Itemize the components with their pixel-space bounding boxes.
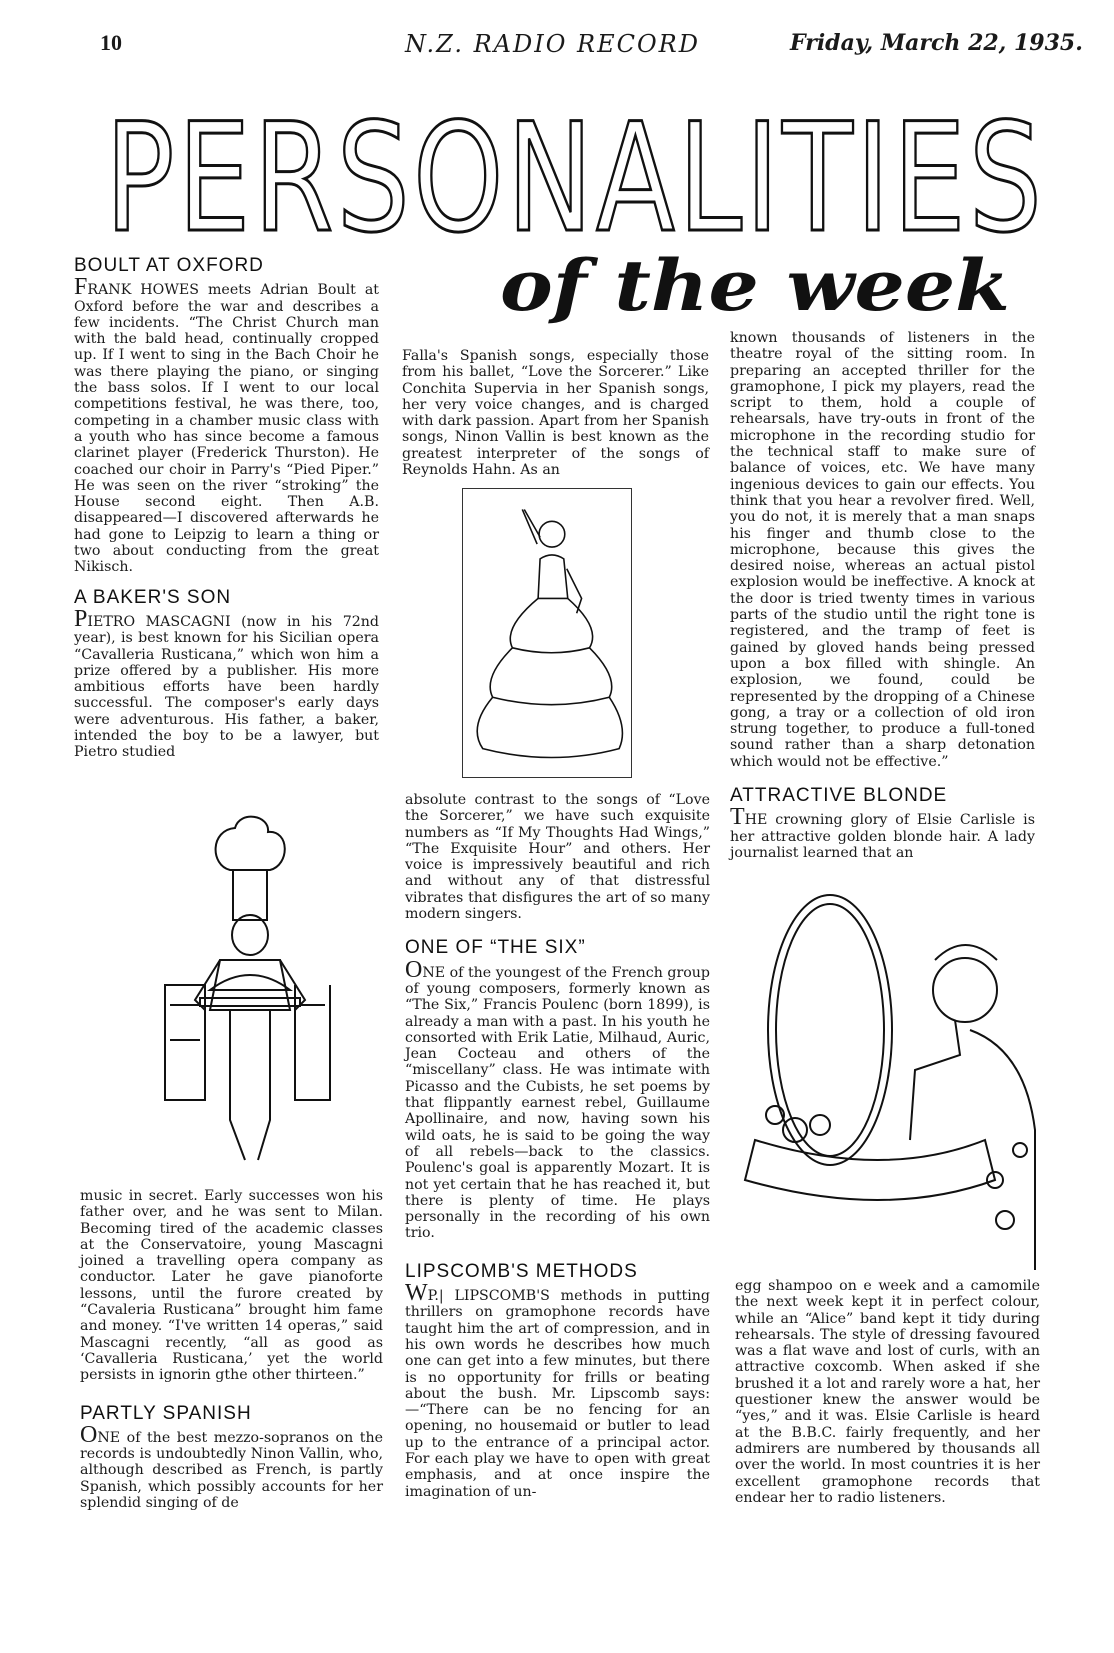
- article-baker: [74, 605, 379, 761]
- article-baker-text: IETRO MASCAGNI (now in his 72nd year), is best known for his Sicilian opera “Cavalleria Rusticana,” which won him a prize offered by a publisher. His more ambitious efforts have been hardly successful. The composer's early days were adventurous. His father, a baker, intended the boy to be a lawyer, but Pietro studied: [74, 613, 379, 761]
- article-lipscomb: [405, 1280, 710, 1500]
- banner-subtitle-text: of the week: [500, 244, 1010, 327]
- column-2-top: [402, 348, 709, 478]
- article-spanish-continued-2: absolute contrast to the songs of “Love the Sorcerer,” we have such exquisite numbers as “If My Thoughts Had Wings,” “The Exquisite Hour” and others. Her voice is impressively beautiful and rich and without any of that distressful vibrates that disfigures the art of so many modern singers.: [405, 792, 710, 923]
- column-3-bottom: [735, 1278, 1040, 1506]
- article-spanish-continued: Falla's Spanish songs, especially those from his ballet, “Love the Sorcerer.” Like Conchita Supervia in her Spanish songs, her very voice changes, and is charged with dark passion. Apart from her Spanish songs, Ninon Vallin is best known as the greatest interpreter of the songs of Reynolds Hahn. As an: [402, 348, 709, 479]
- banner-title: [95, 85, 1055, 265]
- drop-cap: O: [405, 956, 423, 983]
- heading-baker: A BAKER'S SON: [74, 586, 232, 608]
- drop-cap: P: [74, 605, 88, 632]
- column-2-bottom: [405, 792, 710, 1500]
- banner-title-text: PERSONALITIES: [105, 92, 1045, 265]
- article-boult-text: RANK HOWES meets Adrian Boult at Oxford before the war and describes a few incidents. “The Christ Church man with the bald head, continually cropped up. If I went to sing in the Bach Choir he was there playing the piano, or singing the bass solos. If I went to our local competitions festival, he was there, too, competing in a chamber music class with a youth who has since become a famous clarinet player (Frederick Thurston). He coached our choir in Parry's “Pied Piper.” He was seen on the river “stroking” the House second eight. Then A.B. disappeared—I discovered afterwards he had gone to Leipzig to learn a thing or two about conducting from the great Nikisch.: [74, 282, 379, 576]
- column-1-bottom: [80, 1188, 383, 1511]
- heading-blonde: ATTRACTIVE BLONDE: [730, 785, 948, 807]
- drop-cap: F: [74, 274, 88, 301]
- article-baker-continued: music in secret. Early successes won his father over, and he was sent to Milan. Becoming tired of the academic classes at the Conservatoire, young Mascagni joined a travelling opera company as conductor. Later he gave pianoforte lessons, until the furore created by “Cavaleria Rusticana” brought him fame and money. “I've written 14 operas,” said Mascagni recently, “all as good as ‘Cavalleria Rusticana,’ yet the world persists in ignorin gthe other thirteen.”: [80, 1188, 383, 1384]
- heading-six: ONE OF “THE SIX”: [405, 937, 586, 959]
- drop-cap: T: [730, 804, 745, 831]
- article-six-text: NE of the youngest of the French group of young composers, formerly known as “The Six,” Francis Poulenc (born 1899), is already a man with a past. In his youth he consorted with Erik Latie, Milhaud, Auric, Jean Cocteau and others of the “miscellany” class. He was intimate with Picasso and the Cubists, he set poems by that flippantly earnest rebel, Guillaume Apollinaire, and now, having sown his wild oats, he is said to be going the way of all rebels—back to the classics. Poulenc's goal is apparently Mozart. It is not yet certain that he has reached it, but there is plenty of time. He plays personally in the recording of his own trio.: [405, 964, 710, 1242]
- column-3-top: [730, 330, 1035, 861]
- column-1-top: [74, 255, 379, 761]
- article-blonde-continued: egg shampoo on e week and a camomile the next week kept it in perfect colour, while an “Alice” band kept it tidy during rehearsals. The style of dressing favoured was a flat wave and lost of curls, with an attractive coxcomb. When asked if she brushed it a lot and rarely wore a hat, her questioner knew the answer would be “yes,” and it was. Elsie Carlisle is heard at the B.B.C. fairly frequently, and her admirers are numbered by thousands all over the world. In most countries it is her excellent gramophone records that endear her to radio listeners.: [735, 1278, 1040, 1506]
- heading-boult: BOULT AT OXFORD: [74, 255, 264, 276]
- drop-cap: W: [405, 1280, 428, 1307]
- heading-lipscomb: LIPSCOMB'S METHODS: [405, 1260, 638, 1282]
- mirror-illustration: [735, 880, 1045, 1270]
- article-blonde-text: HE crowning glory of Elsie Carlisle is her attractive golden blonde hair. A lady journalist learned that an: [730, 812, 1035, 861]
- banner-subtitle: [500, 240, 1020, 335]
- article-blonde: [730, 804, 1035, 861]
- drop-cap: O: [80, 1421, 98, 1448]
- article-spanish: [80, 1421, 383, 1512]
- issue-date: Friday, March 22, 1935.: [790, 30, 1083, 56]
- publication-name: N.Z. RADIO RECORD: [405, 30, 700, 58]
- article-lipscomb-continued: known thousands of listeners in the theatre royal of the sitting room. In preparing an accepted thriller for the gramophone, I pick my players, read the script to them, hold a couple of rehearsals, have try-outs in front of the microphone in the recording studio for the technical staff to make sure of balance of voices, etc. We have many ingenious devices to gain our effects. You think that you hear a revolver fired. Well, you do not, it is merely that a man snaps his finger and thumb close to the microphone, because this gives the desired noise, whereas an actual pistol explosion would be ineffective. A knock at the door is tried twenty times in various parts of the studio until the right tone is registered, and the tramp of feet is gained by gloved hands being pressed upon a box filled with shingle. An explosion, we found, could be represented by the dropping of a Chinese gong, a tray or a collection of old iron strung together, to produce a full-toned sound rather than a sharp detonation which would not be effective.”: [730, 330, 1035, 770]
- article-spanish-text: NE of the best mezzo-sopranos on the records is undoubtedly Ninon Vallin, who, although described as French, is partly Spanish, which possibly accounts for her splendid singing of de: [80, 1429, 383, 1512]
- article-lipscomb-text: P.| LIPSCOMB'S methods in putting thrillers on gramophone records have taught him the art of compression, and in his own words he describes how much one can get into a few minutes, but there is no opportunity for frills or beating about the bush. Mr. Lipscomb says:—“There can be no fencing for an opening, no housemaid or butler to lead up to the entrance of a principal actor. For each play we have to open with great emphasis, and at once inspire the imagination of un-: [405, 1288, 710, 1500]
- page-number: 10: [100, 30, 122, 55]
- dancer-illustration: [462, 488, 632, 778]
- article-six: [405, 956, 710, 1242]
- chef-illustration: [150, 810, 340, 1180]
- heading-spanish: PARTLY SPANISH: [80, 1402, 252, 1424]
- article-boult: [74, 274, 379, 576]
